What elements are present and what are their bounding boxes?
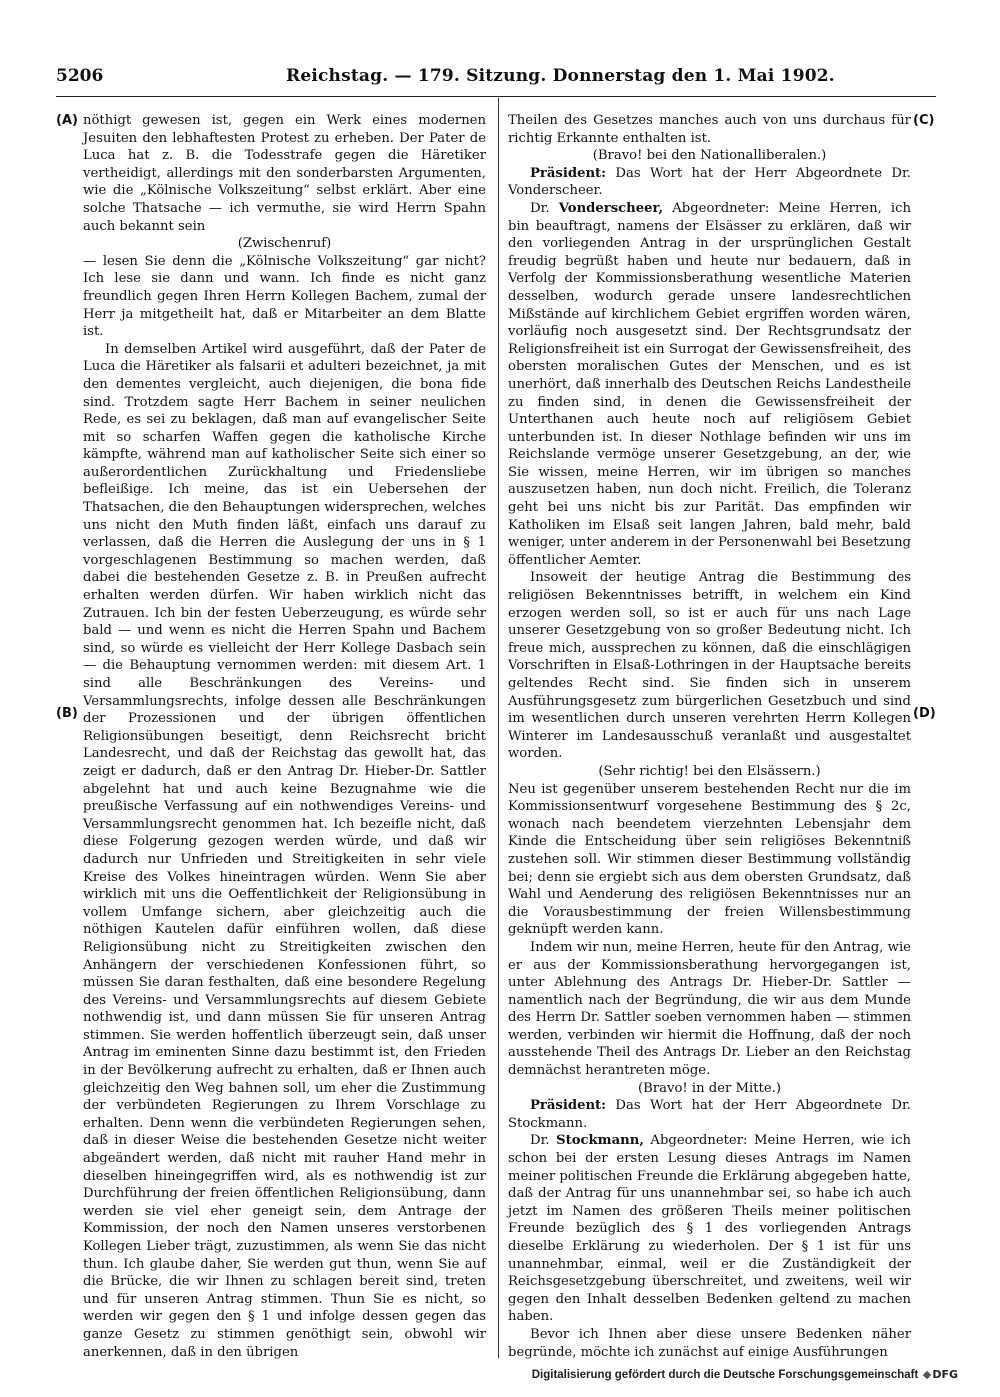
footer-credit: [532, 1368, 958, 1381]
dfg-logo-text: DFG: [932, 1368, 958, 1381]
credit-text: Digitalisierung gefördert durch die Deutsche Forschungsgemeinschaft: [531, 1368, 919, 1381]
interjection: (Bravo! bei den Nationalliberalen.): [592, 148, 827, 164]
paragraph: — lesen Sie denn die „Kölnische Volkszeitung“ gar nicht? Ich lese sie dann und wann. Ich finde es nicht ganz freundlich gegen Ihren Herrn Kollegen Bachem, zumal der Herr ja mitgetheilt hat, daß er Mitarbeiter an dem Blatte ist.: [83, 253, 486, 340]
interjection: (Sehr richtig! bei den Elsässern.): [598, 763, 821, 779]
speaker-paragraph: [508, 1132, 911, 1326]
speaker-paragraph: [508, 1097, 911, 1132]
margin-mark-c: (C): [913, 113, 935, 128]
page-header: [56, 66, 936, 90]
speaker-text: Abgeordneter: Meine Herren, wie ich schon bei der ersten Lesung dieses Antrags im Namen meiner politischen Freunde die Erklärung abgegeben hatte, daß der Antrag für uns unannehmbar sei, so habe ich auch jetzt im Namen des größeren Theils meiner politischen Freunde bezüglich des § 1 des vorliegenden Antrags dieselbe Erklärung zu wiederholen. Der § 1 ist für uns unannehmbar, einmal, weil er die Zuständigkeit der Reichsgesetzgebung überschreitet, und zweitens, weil wir gegen den Inhalt desselben Bedenken geltend zu machen haben.: [508, 1133, 912, 1325]
paragraph: Neu ist gegenüber unserem bestehenden Recht nur die im Kommissionsentwurf vorgesehene Bestimmung des § 2c, wonach nach beendetem vierzehnten Lebensjahr dem Kinde die Entscheidung über sein religiöses Bekenntniß zustehen soll. Wir stimmen dieser Bestimmung vollständig bei; denn sie ergiebt sich aus dem obersten Grundsatz, daß Wahl und Aenderung des religiösen Bekenntnisses nur an die Vorausbestimmung der freien Willensbestimmung geknüpft werden kann.: [508, 781, 911, 938]
dfg-logo-icon: [923, 1370, 931, 1378]
dfg-logo: [924, 1368, 958, 1381]
right-column: [508, 112, 911, 1361]
paragraph: Theilen des Gesetzes manches auch von uns durchaus für richtig Erkannte enthalten ist.: [508, 113, 911, 146]
speaker-title: Dr.: [530, 1133, 557, 1149]
speaker-name: Präsident:: [530, 165, 607, 181]
speaker-text: Das Wort hat der Herr Abgeordnete Dr. Stockmann.: [508, 1098, 911, 1131]
speaker-text: Das Wort hat der Herr Abgeordnete Dr. Vonderscheer.: [508, 165, 911, 199]
paragraph: nöthigt gewesen ist, gegen ein Werk eines modernen Jesuiten den lebhaftesten Protest zu erheben. Der Pater de Luca hat z. B. die Todesstrafe gegen die Häretiker vertheidigt, allerdings mit den sonderbarsten Argumenten, wie die „Kölnische Volkszeitung“ selbst erklärt. Aber eine solche Thatsache — ich vermuthe, sie wird Herrn Spahn auch bekannt sein: [83, 113, 486, 234]
paragraph: Bevor ich Ihnen aber diese unsere Bedenken näher begründe, möchte ich zunächst auf einige Ausführungen: [508, 1326, 911, 1360]
margin-mark-a: (A): [56, 113, 78, 128]
header-rule: [56, 96, 936, 97]
margin-mark-d: (D): [913, 706, 936, 721]
speaker-name: Stockmann,: [556, 1133, 644, 1149]
left-column: [83, 112, 486, 1361]
running-head: Reichstag. — 179. Sitzung. Donnerstag den 1. Mai 1902.: [286, 66, 835, 86]
speaker-paragraph: [508, 200, 911, 569]
page-number: 5206: [56, 66, 104, 86]
margin-mark-b: (B): [56, 706, 78, 721]
interjection: (Zwischenruf): [237, 236, 332, 252]
speaker-name: Präsident:: [530, 1098, 607, 1114]
paragraph: In demselben Artikel wird ausgeführt, daß der Pater de Luca die Häretiker als falsarii et adulteri bezeichnet, ja mit den dementes vergleicht, auch diejenigen, die bona fide sind. Trotzdem sagte Herr Bachem in seiner neulichen Rede, es sei zu beklagen, daß man auf evangelischer Seite mit so scharfen Waffen gegen die katholische Kirche kämpfte, während man auf katholischer Seite sich einer so außerordentlichen Zurückhaltung und Friedensliebe befleißige. Ich meine, das ist ein Uebersehen der Thatsachen, die den Behauptungen widersprechen, welches uns nicht den Muth finden läßt, einfach uns darauf zu verlassen, daß die Herren die Auslegung der uns in § 1 vorgeschlagenen Bestimmung so machen werden, daß dabei die bestehenden Gesetze z. B. in Preußen aufrecht erhalten werden dürfen. Wir haben wirklich nicht das Zutrauen. Ich bin der festen Ueberzeugung, es würde sehr bald — und wenn es nicht die Herren Spahn und Bachem sind, so würde es vielleicht der Herr Kollege Dasbach sein — die Behauptung vernommen werden: mit diesem Art. 1 sind alle Beschränkungen des Vereins- und Versammlungsrechts, infolge dessen alle Beschränkungen der Prozessionen und der übrigen öffentlichen Religionsübungen beseitigt, denn Reichsrecht bricht Landesrecht, und daß der Reichstag das gewollt hat, das zeigt er dadurch, daß er den Antrag Dr. Hieber-Dr. Sattler abgelehnt hat und auch keine Bezugnahme wie die preußische Verfassung auf ein nothwendiges Vereins- und Versammlungsrecht genommen hat. Ich bezeifle nicht, daß diese Folgerung gezogen werden würde, und daß wir dadurch nur Unfrieden und Streitigkeiten in sehr viele Kreise des Volkes hineintragen würden. Wenn Sie aber wirklich mit uns die Oeffentlichkeit der Religionsübung in vollem Umfange sichern, aber gleichzeitig auch die nöthigen Kautelen dafür einführen wollen, daß diese Religionsübung nicht zu Streitigkeiten zwischen den Anhängern der verschiedenen Konfessionen führt, so müssen Sie daran festhalten, daß eine besondere Regelung des Vereins- und Versammlungsrechts auf diesem Gebiete nothwendig ist, und dann müssen Sie für unseren Antrag stimmen. Sie werden hoffentlich überzeugt sein, daß unser Antrag im eminenten Sinne dazu bestimmt ist, den Frieden in der Bevölkerung aufrecht zu erhalten, daß er Ihnen auch gleichzeitig den Weg bahnen soll, um eher die Zustimmung der verbündeten Regierungen zu Ihrem Vorschlage zu erhalten. Denn wenn die verbündeten Regierungen sehen, daß in dieser Weise die bestehenden Gesetze nicht weiter abgeändert werden, daß nicht mit rauher Hand mehr in dieselben hineingegriffen wird, als es nothwendig ist zur Durchführung der freien öffentlichen Religionsübung, dann werden sie viel eher geneigt sein, dem Antrage der Kommission, der noch den Namen unseres verstorbenen Kollegen Lieber trägt, zuzustimmen, als wenn Sie das nicht thun. Ich glaube daher, Sie werden gut thun, wenn Sie auf die Brücke, die wir Ihnen zu schlagen bereit sind, treten und für unseren Antrag stimmen. Thun Sie es nicht, so werden wir gegen den § 1 und infolge dessen gegen das ganze Gesetz zu stimmen genöthigt sein, obwohl wir anerkennen, daß in den übrigen: [83, 341, 486, 1360]
column-divider: [498, 98, 499, 1358]
paragraph: Indem wir nun, meine Herren, heute für den Antrag, wie er aus der Kommissionsberathung hervorgegangen ist, unter Ablehnung des Antrags Dr. Hieber-Dr. Sattler — namentlich nach der Begründung, die wir aus dem Munde des Herrn Dr. Sattler soeben vernommen haben — stimmen werden, verbinden wir hiermit die Hoffnung, daß der noch ausstehende Theil des Antrags Dr. Lieber an den Reichstag demnächst herantreten möge.: [508, 939, 911, 1079]
paragraph: Insoweit der heutige Antrag die Bestimmung des religiösen Bekenntnisses betrifft, in welchem ein Kind erzogen werden soll, so ist er auch für uns nach Lage unserer Gesetzgebung von so großer Bedeutung nicht. Ich freue mich, aussprechen zu können, daß die einschlägigen Vorschriften in Elsaß-Lothringen in der Hauptsache bereits geltendes Recht sind. Sie finden sich in unserem Ausführungsgesetz zum bürgerlichen Gesetzbuch und sind im wesentlichen durch unseren verehrten Herrn Kollegen Winterer im Landesausschuß veranlaßt und ausgestaltet worden.: [508, 570, 911, 762]
speaker-paragraph: [508, 165, 911, 200]
speaker-text: Abgeordneter: Meine Herren, ich bin beauftragt, namens der Elsässer zu erklären, daß wir den vorliegenden Antrag in der ursprünglichen Gestalt freudig begrüßt haben und heute nur bedauern, daß in Verfolg der Kommissionsberathung wesentliche Materien desselben, wodurch gerade unsere landesrechtlichen Mißstände auf kirchlichem Gebiet ergriffen worden wären, vorläufig noch ausgesetzt sind. Der Rechtsgrundsatz der Religionsfreiheit ist ein Surrogat der Gewissensfreiheit, des obersten moralischen Gutes der Menschen, und es ist unerhört, daß innerhalb des Deutschen Reichs Landestheile zu finden sind, in denen die Gewissensfreiheit der Unterthanen auch heute noch auf religiösem Gebiet unterbunden ist. In dieser Nothlage befinden wir uns im Reichslande vermöge unserer Gesetzgebung, an der, wie Sie wissen, meine Herren, wir im übrigen so manches auszusetzen haben, nun doch nicht. Freilich, die Toleranz geht bei uns nicht bis zur Parität. Das empfinden wir Katholiken im Elsaß seit langen Jahren, bald mehr, bald weniger, unter anderem in der Personenwahl bei Besetzung öffentlicher Aemter.: [508, 200, 911, 568]
speaker-name: Vonderscheer,: [558, 200, 664, 216]
speaker-title: Dr.: [530, 200, 559, 216]
interjection: (Bravo! in der Mitte.): [638, 1080, 781, 1096]
